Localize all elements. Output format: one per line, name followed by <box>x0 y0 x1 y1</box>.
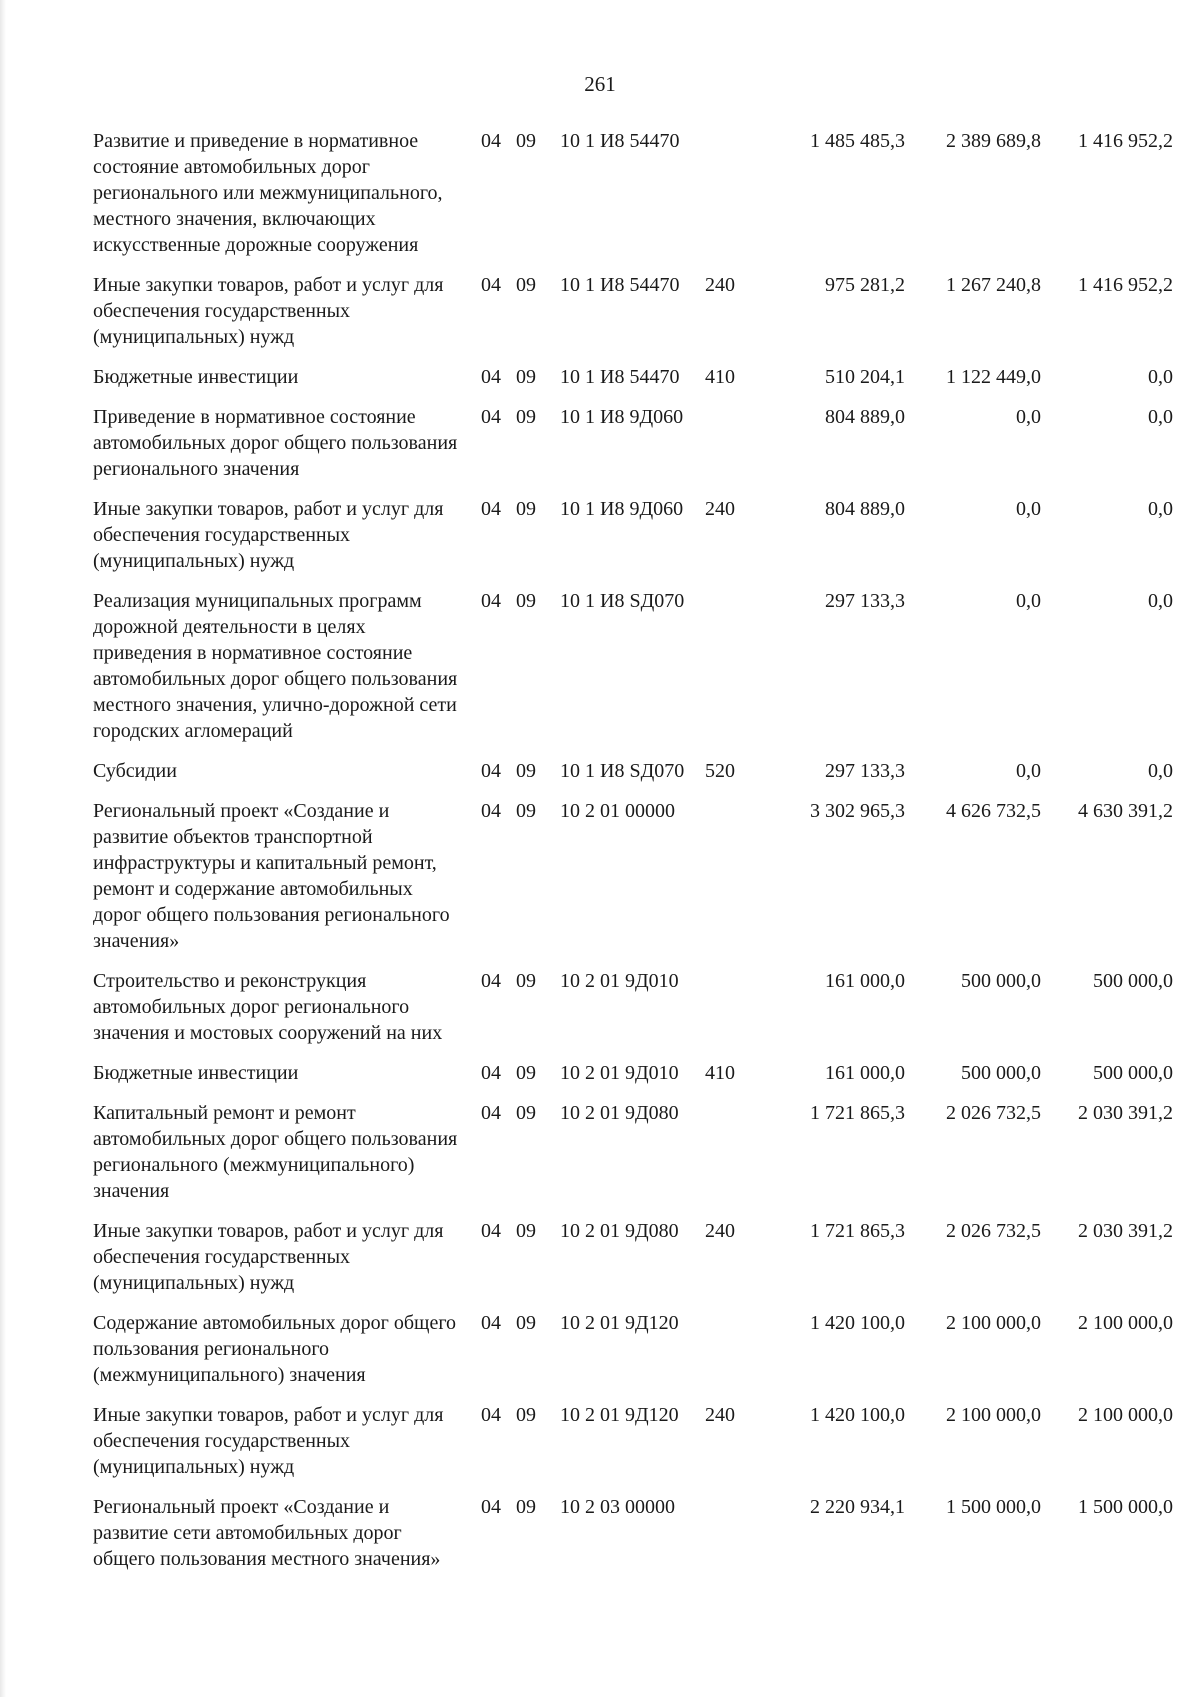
expense-type-cell: 520 <box>705 760 735 782</box>
amount-year3-cell: 1 500 000,0 <box>1078 1496 1173 1518</box>
amount-year1-cell: 1 420 100,0 <box>810 1312 905 1334</box>
amount-year2-cell: 0,0 <box>1016 498 1041 520</box>
subsection-code-cell: 09 <box>516 970 536 992</box>
section-code-cell: 04 <box>481 498 501 520</box>
section-code-cell: 04 <box>481 274 501 296</box>
amount-year1-cell: 804 889,0 <box>825 406 905 428</box>
page-number: 261 <box>584 72 616 96</box>
table-row <box>93 1402 1173 1480</box>
target-article-cell: 10 1 И8 SД070 <box>560 590 685 612</box>
amount-year3-cell: 2 030 391,2 <box>1078 1102 1173 1124</box>
target-article-cell: 10 1 И8 9Д060 <box>560 406 684 428</box>
amount-year2-cell: 1 122 449,0 <box>946 366 1041 388</box>
amount-year2-cell: 2 026 732,5 <box>946 1102 1041 1124</box>
section-code-cell: 04 <box>481 760 501 782</box>
section-code-cell: 04 <box>481 130 501 152</box>
target-article-cell: 10 2 03 00000 <box>560 1496 675 1518</box>
section-code-cell: 04 <box>481 1062 501 1084</box>
expense-type-cell: 410 <box>705 1062 735 1084</box>
amount-year1-cell: 2 220 934,1 <box>810 1496 905 1518</box>
subsection-code-cell: 09 <box>516 1312 536 1334</box>
item-name-cell: Субсидии <box>93 760 177 782</box>
expense-type-cell: 240 <box>705 1404 735 1426</box>
subsection-code-cell: 09 <box>516 1102 536 1124</box>
target-article-cell: 10 2 01 00000 <box>560 800 675 822</box>
table-row <box>93 798 1173 954</box>
section-code-cell: 04 <box>481 366 501 388</box>
amount-year3-cell: 0,0 <box>1148 590 1173 612</box>
section-code-cell: 04 <box>481 406 501 428</box>
subsection-code-cell: 09 <box>516 760 536 782</box>
amount-year2-cell: 0,0 <box>1016 590 1041 612</box>
amount-year2-cell: 1 500 000,0 <box>946 1496 1041 1518</box>
table-row <box>93 496 1173 574</box>
table-row <box>93 404 1173 482</box>
item-name-cell: Иные закупки товаров, работ и услуг для обеспечения государственных (муниципальных) нужд <box>93 1220 444 1294</box>
amount-year3-cell: 2 100 000,0 <box>1078 1404 1173 1426</box>
table-row <box>93 588 1173 744</box>
subsection-code-cell: 09 <box>516 590 536 612</box>
amount-year2-cell: 2 100 000,0 <box>946 1312 1041 1334</box>
subsection-code-cell: 09 <box>516 498 536 520</box>
amount-year3-cell: 1 416 952,2 <box>1078 274 1173 296</box>
amount-year3-cell: 4 630 391,2 <box>1078 800 1173 822</box>
expense-type-cell: 410 <box>705 366 735 388</box>
section-code-cell: 04 <box>481 590 501 612</box>
item-name-cell: Строительство и реконструкция автомобильных дорог регионального значения и мостовых сооружений на них <box>93 970 443 1044</box>
subsection-code-cell: 09 <box>516 1220 536 1242</box>
target-article-cell: 10 2 01 9Д010 <box>560 1062 679 1084</box>
target-article-cell: 10 1 И8 9Д060 <box>560 498 684 520</box>
expense-type-cell: 240 <box>705 498 735 520</box>
item-name-cell: Приведение в нормативное состояние автомобильных дорог общего пользования регионального значения <box>93 406 458 480</box>
item-name-cell: Иные закупки товаров, работ и услуг для обеспечения государственных (муниципальных) нужд <box>93 1404 444 1478</box>
amount-year3-cell: 0,0 <box>1148 498 1173 520</box>
amount-year3-cell: 500 000,0 <box>1093 970 1173 992</box>
subsection-code-cell: 09 <box>516 1404 536 1426</box>
item-name-cell: Региональный проект «Создание и развитие объектов транспортной инфраструктуры и капитальный ремонт, ремонт и содержание автомобильных дорог общего пользования регионального значения» <box>93 800 450 952</box>
item-name-cell: Бюджетные инвестиции <box>93 366 299 388</box>
amount-year3-cell: 2 100 000,0 <box>1078 1312 1173 1334</box>
amount-year3-cell: 2 030 391,2 <box>1078 1220 1173 1242</box>
amount-year2-cell: 0,0 <box>1016 406 1041 428</box>
budget-table <box>93 128 1173 1586</box>
amount-year3-cell: 500 000,0 <box>1093 1062 1173 1084</box>
target-article-cell: 10 1 И8 54470 <box>560 130 680 152</box>
amount-year2-cell: 500 000,0 <box>961 970 1041 992</box>
table-row <box>93 272 1173 350</box>
amount-year1-cell: 297 133,3 <box>825 760 905 782</box>
subsection-code-cell: 09 <box>516 366 536 388</box>
table-row <box>93 1060 1173 1086</box>
amount-year1-cell: 3 302 965,3 <box>810 800 905 822</box>
target-article-cell: 10 2 01 9Д120 <box>560 1312 679 1334</box>
amount-year1-cell: 804 889,0 <box>825 498 905 520</box>
amount-year2-cell: 0,0 <box>1016 760 1041 782</box>
item-name-cell: Иные закупки товаров, работ и услуг для обеспечения государственных (муниципальных) нужд <box>93 274 444 348</box>
table-row <box>93 128 1173 258</box>
scan-edge-shadow <box>0 0 6 1697</box>
item-name-cell: Развитие и приведение в нормативное состояние автомобильных дорог регионального или межмуниципального, местного значения, включающих искусственные дорожные сооружения <box>93 130 443 256</box>
amount-year1-cell: 1 721 865,3 <box>810 1220 905 1242</box>
table-row <box>93 968 1173 1046</box>
section-code-cell: 04 <box>481 1102 501 1124</box>
amount-year1-cell: 1 420 100,0 <box>810 1404 905 1426</box>
target-article-cell: 10 1 И8 54470 <box>560 274 680 296</box>
item-name-cell: Бюджетные инвестиции <box>93 1062 299 1084</box>
section-code-cell: 04 <box>481 970 501 992</box>
expense-type-cell: 240 <box>705 1220 735 1242</box>
target-article-cell: 10 2 01 9Д080 <box>560 1102 679 1124</box>
item-name-cell: Региональный проект «Создание и развитие сети автомобильных дорог общего пользования местного значения» <box>93 1496 441 1570</box>
amount-year2-cell: 2 100 000,0 <box>946 1404 1041 1426</box>
amount-year3-cell: 0,0 <box>1148 366 1173 388</box>
amount-year1-cell: 161 000,0 <box>825 970 905 992</box>
section-code-cell: 04 <box>481 800 501 822</box>
section-code-cell: 04 <box>481 1404 501 1426</box>
amount-year1-cell: 975 281,2 <box>825 274 905 296</box>
amount-year2-cell: 1 267 240,8 <box>946 274 1041 296</box>
amount-year1-cell: 161 000,0 <box>825 1062 905 1084</box>
amount-year2-cell: 500 000,0 <box>961 1062 1041 1084</box>
target-article-cell: 10 2 01 9Д120 <box>560 1404 679 1426</box>
item-name-cell: Содержание автомобильных дорог общего пользования регионального (межмуниципального) значения <box>93 1312 457 1386</box>
table-row <box>93 758 1173 784</box>
amount-year1-cell: 510 204,1 <box>825 366 905 388</box>
table-row <box>93 1218 1173 1296</box>
subsection-code-cell: 09 <box>516 1496 536 1518</box>
amount-year1-cell: 1 721 865,3 <box>810 1102 905 1124</box>
section-code-cell: 04 <box>481 1312 501 1334</box>
amount-year2-cell: 2 389 689,8 <box>946 130 1041 152</box>
amount-year1-cell: 1 485 485,3 <box>810 130 905 152</box>
amount-year2-cell: 2 026 732,5 <box>946 1220 1041 1242</box>
table-row <box>93 1310 1173 1388</box>
target-article-cell: 10 1 И8 54470 <box>560 366 680 388</box>
table-row <box>93 1494 1173 1572</box>
target-article-cell: 10 2 01 9Д080 <box>560 1220 679 1242</box>
section-code-cell: 04 <box>481 1496 501 1518</box>
subsection-code-cell: 09 <box>516 274 536 296</box>
table-row <box>93 1100 1173 1204</box>
amount-year3-cell: 0,0 <box>1148 760 1173 782</box>
subsection-code-cell: 09 <box>516 130 536 152</box>
expense-type-cell: 240 <box>705 274 735 296</box>
item-name-cell: Реализация муниципальных программ дорожной деятельности в целях приведения в нормативное состояние автомобильных дорог общего пользования местного значения, улично-дорожной сети городских агломераций <box>93 590 458 742</box>
target-article-cell: 10 1 И8 SД070 <box>560 760 685 782</box>
subsection-code-cell: 09 <box>516 800 536 822</box>
item-name-cell: Иные закупки товаров, работ и услуг для обеспечения государственных (муниципальных) нужд <box>93 498 444 572</box>
item-name-cell: Капитальный ремонт и ремонт автомобильных дорог общего пользования регионального (межмуниципального) значения <box>93 1102 458 1202</box>
section-code-cell: 04 <box>481 1220 501 1242</box>
subsection-code-cell: 09 <box>516 406 536 428</box>
target-article-cell: 10 2 01 9Д010 <box>560 970 679 992</box>
table-row <box>93 364 1173 390</box>
amount-year1-cell: 297 133,3 <box>825 590 905 612</box>
amount-year3-cell: 1 416 952,2 <box>1078 130 1173 152</box>
amount-year2-cell: 4 626 732,5 <box>946 800 1041 822</box>
subsection-code-cell: 09 <box>516 1062 536 1084</box>
amount-year3-cell: 0,0 <box>1148 406 1173 428</box>
